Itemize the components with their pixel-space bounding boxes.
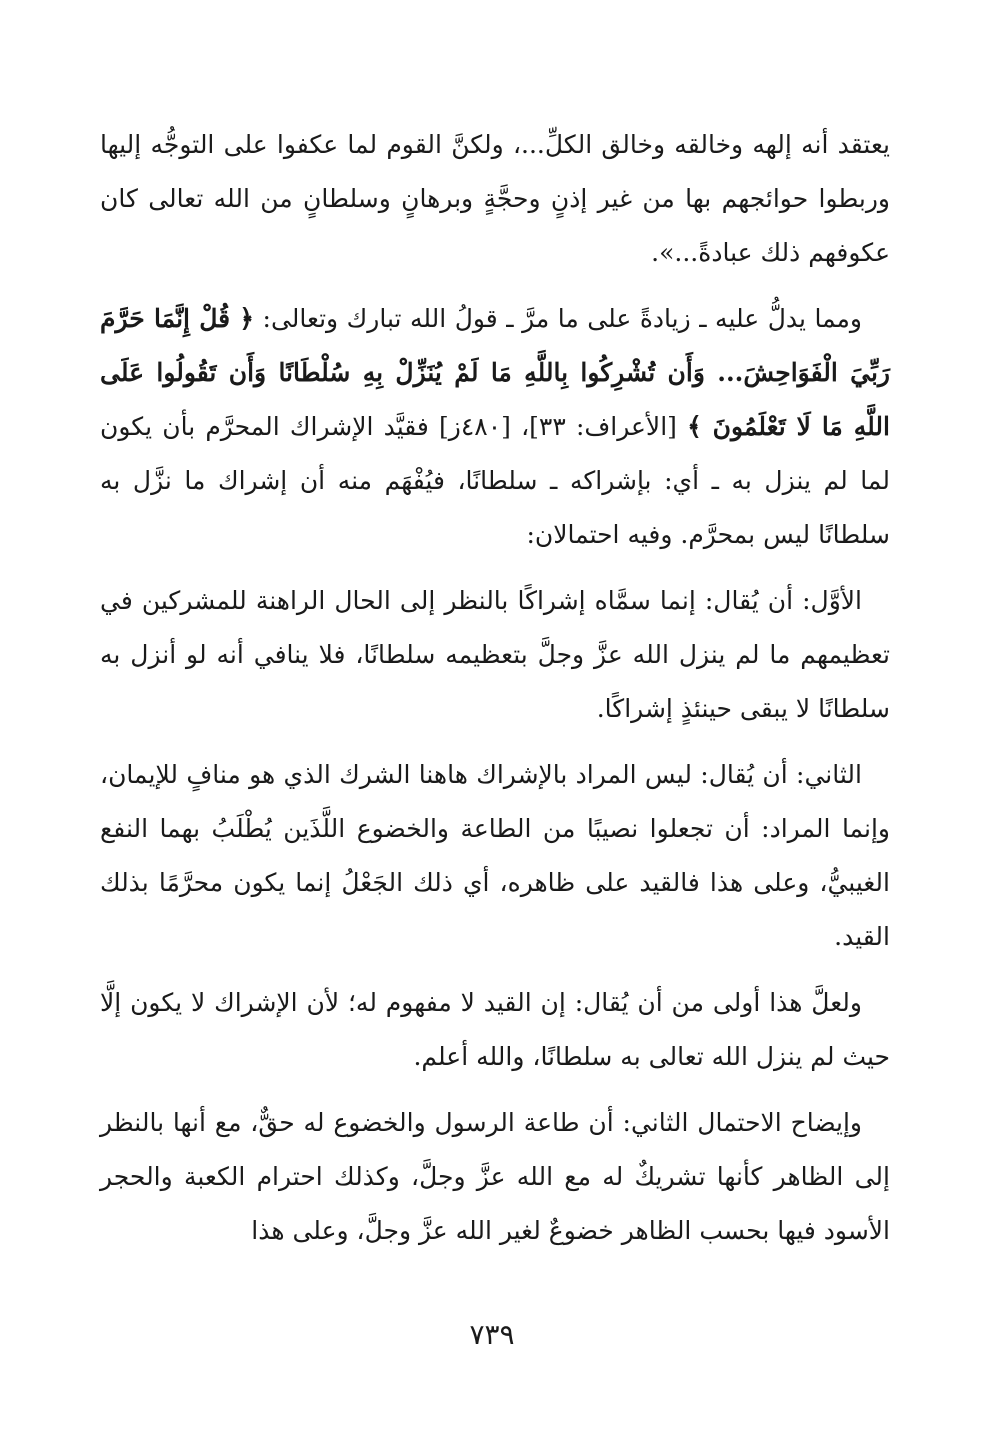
paragraph-intro: ومما يدلُّ عليه ـ زيادةً على ما مرَّ ـ قولُ الله تبارك وتعالى: [262, 304, 862, 333]
quran-verse: ﴿ قُلْ إِنَّمَا حَرَّمَ رَبِّيَ الْفَوَاحِشَ... وَأَن تُشْرِكُوا بِاللَّهِ مَا لَمْ يُنَزِّلْ بِهِ سُلْطَانًا وَأَن تَقُولُوا عَلَى اللَّهِ مَا لَا تَعْلَمُونَ ﴾ [100, 304, 890, 441]
paragraph-clarification: وإيضاح الاحتمال الثاني: أن طاعة الرسول والخضوع له حقٌّ، مع أنها بالنظر إلى الظاهر كأنها تشريكٌ له مع الله عزَّ وجلَّ، وكذلك احترام الكعبة والحجر الأسود فيها بحسب الظاهر خضوعٌ لغير الله عزَّ وجلَّ، وعلى هذا [100, 1108, 890, 1245]
paragraph-second-possibility: الثاني: أن يُقال: ليس المراد بالإشراك هاهنا الشرك الذي هو منافٍ للإيمان، وإنما المراد: أن تجعلوا نصيبًا من الطاعة والخضوع اللَّذَين يُطْلَبُ بهما النفع الغيبيُّ، وعلى هذا فالقيد على ظاهره، أي ذلك الجَعْلُ إنما يكون محرَّمًا بذلك القيد. [100, 760, 890, 951]
paragraph-commentary: [الأعراف: ٣٣]، [٤٨٠ز] فقيَّد الإشراك المحرَّم بأن يكون لما لم ينزل به ـ أي: بإشراكه ـ سلطانًا، فيُفْهَم منه أن إشراك ما نزَّل به سلطانًا ليس بمحرَّم. وفيه احتمالان: [100, 412, 890, 549]
paragraph-continuation: يعتقد أنه إلهه وخالقه وخالق الكلِّ...، ولكنَّ القوم لما عكفوا على التوجُّه إليها وربطوا حوائجهم بها من غير إذنٍ وحجَّةٍ وبرهانٍ وسلطانٍ من الله تعالى كان عكوفهم ذلك عبادةً...». [100, 130, 890, 267]
page-body [100, 118, 890, 1270]
page-number: ٧٣٩ [469, 1318, 515, 1351]
paragraph-preference: ولعلَّ هذا أولى من أن يُقال: إن القيد لا مفهوم له؛ لأن الإشراك لا يكون إلَّا حيث لم ينزل الله تعالى به سلطانًا، والله أعلم. [100, 988, 890, 1071]
paragraph-first-possibility: الأوَّل: أن يُقال: إنما سمَّاه إشراكًا بالنظر إلى الحال الراهنة للمشركين في تعظيمهم ما لم ينزل الله عزَّ وجلَّ بتعظيمه سلطانًا، فلا ينافي أنه لو أنزل به سلطانًا لا يبقى حينئذٍ إشراكًا. [100, 586, 890, 723]
paragraph-verse-citation [100, 292, 890, 562]
